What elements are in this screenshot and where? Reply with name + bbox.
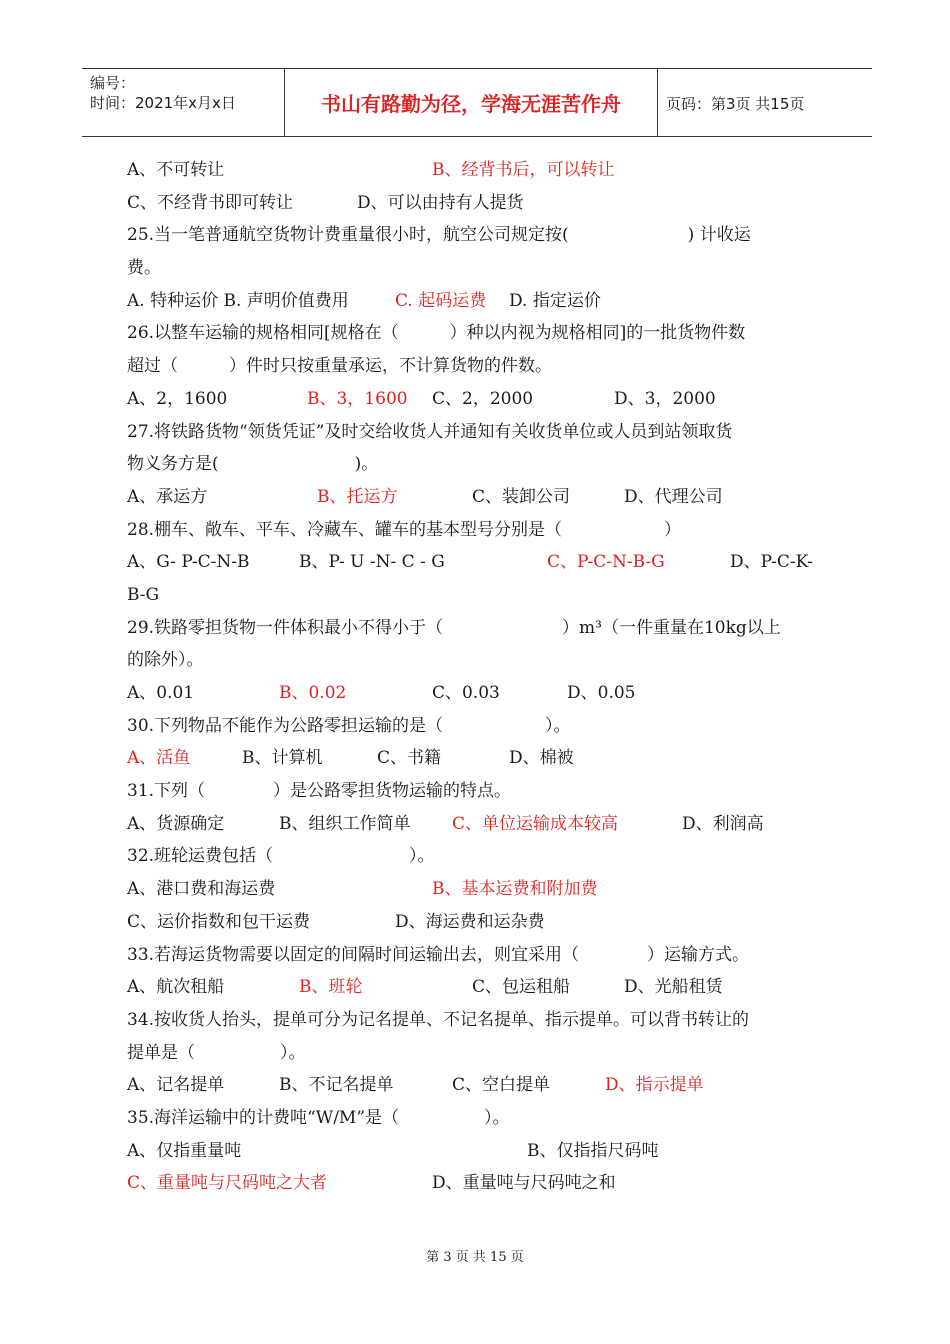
text-segment: D、0.05 [567,683,636,703]
text-segment: 35.海洋运输中的计费吨“W/M”是（ ）。 [127,1107,510,1128]
text-line [127,579,827,612]
text-segment: D. 指定运价 [509,290,601,311]
text-line [127,775,827,808]
text-line [127,840,827,873]
text-segment: A、0.01 [127,683,195,703]
text-line [127,939,827,972]
document-number: 编号： [90,74,136,92]
answer-option: B、3，1600 [307,388,408,409]
text-line [127,383,827,416]
text-line [127,1004,827,1037]
text-segment: C、书籍 [377,748,442,769]
text-line [127,154,827,187]
text-segment: 提单是（ ）。 [127,1042,306,1063]
answer-option: B、0.02 [279,683,347,703]
text-segment: D、可以由持有人提货 [357,192,524,213]
text-segment: 34.按收货人抬头，提单可分为记名提单、不记名提单、指示提单。可以背书转让的 [127,1009,750,1030]
text-segment: C、空白提单 [452,1075,551,1096]
text-segment: 的除外）。 [127,650,204,671]
text-segment: 26.以整车运输的规格相同[规格在（ ）种以内视为规格相同]的一批货物件数 [127,323,746,344]
text-segment: 32.班轮运费包括（ ）。 [127,846,435,867]
text-segment: C、不经背书即可转让 [127,192,294,213]
text-line [127,481,827,514]
text-line [127,514,827,547]
text-segment: A、2，1600 [127,388,228,409]
text-segment: D、海运费和运杂费 [395,911,545,932]
text-line [127,187,827,220]
text-segment: A、承运方 [127,486,208,507]
answer-option: C. 起码运费 [395,290,487,311]
text-segment: A、G- P-C-N-B [127,552,250,573]
text-line [127,219,827,252]
text-line [127,1167,827,1200]
text-segment: C、包运租船 [472,977,571,998]
text-segment: D、P-C-K- [730,552,813,573]
answer-option: D、指示提单 [605,1075,704,1096]
text-segment: B-G [127,584,160,605]
text-segment: B、P- U -N- C - G [299,552,445,573]
text-segment: A、港口费和海运费 [127,879,276,900]
text-line [127,1135,827,1168]
answer-option: B、托运方 [317,486,398,507]
text-line [127,644,827,677]
text-segment: B、不记名提单 [279,1075,394,1096]
answer-option: C、P-C-N-B-G [547,552,665,573]
answer-option: C、单位运输成本较高 [452,813,619,834]
answer-option: C、重量吨与尺码吨之大者 [127,1173,328,1194]
text-line [127,416,827,449]
text-segment: D、重量吨与尺码吨之和 [432,1173,616,1194]
text-line [127,612,827,645]
header-meta [90,73,236,113]
text-line [127,710,827,743]
text-segment: 33.若海运货物需要以固定的间隔时间运输出去，则宜采用（ ）运输方式。 [127,944,750,965]
text-segment: C、0.03 [432,683,500,703]
text-segment: D、光船租赁 [624,977,723,998]
text-segment: 31.下列（ ）是公路零担货物运输的特点。 [127,781,512,802]
text-segment: A、航次租船 [127,977,225,998]
text-line [127,448,827,481]
text-segment: 30.下列物品不能作为公路零担运输的是（ ）。 [127,715,571,736]
document-date: 时间：2021年x月x日 [90,94,236,112]
text-segment: B、仅指指尺码吨 [527,1140,659,1161]
text-line [127,350,827,383]
text-segment: A. 特种运价 B. 声明价值费用 [127,290,349,311]
text-line [127,873,827,906]
text-segment: 28.棚车、敞车、平车、冷藏车、罐车的基本型号分别是（ ） [127,519,682,540]
text-line [127,1069,827,1102]
page-footer: 第 3 页 共 15 页 [426,1250,524,1265]
text-line [127,285,827,318]
header-page-number: 页码：第3页 共15页 [666,95,805,113]
text-segment: D、利润高 [682,813,764,834]
answer-option: B、基本运费和附加费 [432,879,598,900]
text-segment: D、3，2000 [614,388,716,409]
text-segment: A、不可转让 [127,160,225,180]
text-segment: D、代理公司 [624,486,723,507]
text-segment: 物义务方是( )。 [127,454,379,475]
text-segment: C、装卸公司 [472,486,571,507]
answer-option: B、班轮 [299,977,363,998]
text-line [127,252,827,285]
answer-option: A、活鱼 [127,748,191,769]
text-line [127,1037,827,1070]
text-segment: A、货源确定 [127,813,225,834]
text-line [127,971,827,1004]
text-line [127,742,827,775]
answer-option: B、经背书后，可以转让 [432,160,615,180]
text-segment: 费。 [127,258,161,279]
text-segment: B、组织工作简单 [279,813,411,834]
text-segment: 25.当一笔普通航空货物计费重量很小时，航空公司规定按( ) 计收运 [127,225,751,246]
text-segment: 27.将铁路货物“领货凭证”及时交给收货人并通知有关收货单位或人员到站领取货 [127,421,733,442]
text-segment: A、仅指重量吨 [127,1140,242,1161]
text-line [127,317,827,350]
text-segment: B、计算机 [242,748,323,769]
text-line [127,546,827,579]
text-line [127,906,827,939]
text-line [127,677,827,710]
text-line [127,808,827,841]
page-header [82,68,872,137]
question-content [127,154,827,1200]
text-segment: 29.铁路零担货物一件体积最小不得小于（ ）m³（一件重量在10kg以上 [127,617,781,638]
text-segment: 超过（ ）件时只按重量承运，不计算货物的件数。 [127,356,552,377]
text-line [127,1102,827,1135]
text-segment: D、棉被 [509,748,574,769]
text-segment: C、2，2000 [432,388,534,409]
text-segment: A、记名提单 [127,1075,225,1096]
text-segment: C、运价指数和包干运费 [127,911,311,932]
header-motto: 书山有路勤为径，学海无涯苦作舟 [284,69,658,136]
